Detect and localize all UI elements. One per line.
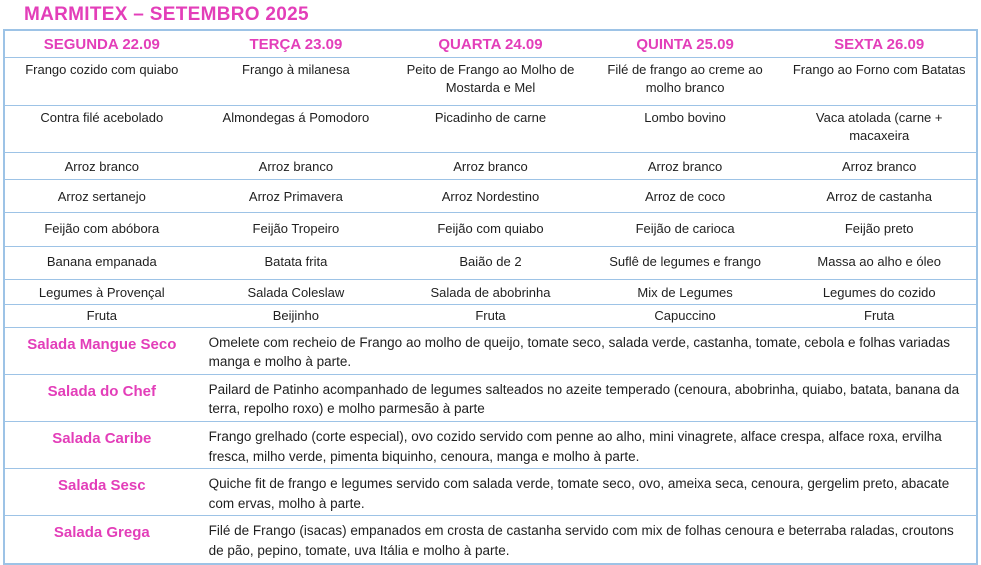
menu-cell: Frango à milanesa bbox=[199, 58, 394, 106]
menu-cell: Beijinho bbox=[199, 305, 394, 328]
menu-cell: Arroz sertanejo bbox=[4, 180, 199, 213]
menu-cell: Feijão com quiabo bbox=[393, 213, 588, 247]
menu-cell: Picadinho de carne bbox=[393, 106, 588, 153]
menu-cell: Frango cozido com quiabo bbox=[4, 58, 199, 106]
salad-description: Frango grelhado (corte especial), ovo cozido servido com penne ao alho, mini vinagrete, alface crespa, alface roxa, ervilha fresca, milho verde, pimenta biquinho, cenoura, manga e molho à parte. bbox=[199, 422, 977, 469]
menu-cell: Feijão preto bbox=[782, 213, 977, 247]
salad-description: Pailard de Patinho acompanhado de legumes salteados no azeite temperado (cenoura, abobrinha, quiabo, batata, banana da terra, repolho roxo) e molho parmesão à parte bbox=[199, 374, 977, 421]
menu-table bbox=[3, 29, 978, 565]
salad-description: Quiche fit de frango e legumes servido com salada verde, tomate seco, ovo, ameixa seca, cenoura, gergelim preto, abacate com ervas, molho à parte. bbox=[199, 469, 977, 516]
salad-row-do-chef bbox=[4, 374, 977, 421]
menu-cell: Arroz branco bbox=[199, 153, 394, 180]
menu-row-vegetables bbox=[4, 280, 977, 305]
salad-row-caribe bbox=[4, 422, 977, 469]
menu-cell: Mix de Legumes bbox=[588, 280, 783, 305]
salad-name: Salada do Chef bbox=[4, 374, 199, 421]
menu-cell: Batata frita bbox=[199, 247, 394, 280]
column-header-quinta: QUINTA 25.09 bbox=[588, 30, 783, 58]
menu-cell: Arroz branco bbox=[393, 153, 588, 180]
menu-cell: Frango ao Forno com Batatas bbox=[782, 58, 977, 106]
column-header-quarta: QUARTA 24.09 bbox=[393, 30, 588, 58]
menu-page bbox=[0, 4, 981, 565]
menu-row-side-dish bbox=[4, 247, 977, 280]
menu-row-special-rice bbox=[4, 180, 977, 213]
menu-cell: Banana empanada bbox=[4, 247, 199, 280]
column-header-segunda: SEGUNDA 22.09 bbox=[4, 30, 199, 58]
menu-cell: Arroz Primavera bbox=[199, 180, 394, 213]
menu-cell: Baião de 2 bbox=[393, 247, 588, 280]
salad-name: Salada Mangue Seco bbox=[4, 327, 199, 374]
menu-cell: Arroz de coco bbox=[588, 180, 783, 213]
menu-cell: Capuccino bbox=[588, 305, 783, 328]
salad-row-sesc bbox=[4, 469, 977, 516]
salad-name: Salada Sesc bbox=[4, 469, 199, 516]
menu-row-main-protein bbox=[4, 58, 977, 106]
menu-cell: Fruta bbox=[4, 305, 199, 328]
column-header-terca: TERÇA 23.09 bbox=[199, 30, 394, 58]
salad-name: Salada Caribe bbox=[4, 422, 199, 469]
menu-cell: Massa ao alho e óleo bbox=[782, 247, 977, 280]
header-row bbox=[4, 30, 977, 58]
menu-row-second-protein bbox=[4, 106, 977, 153]
menu-row-dessert bbox=[4, 305, 977, 328]
menu-cell: Fruta bbox=[782, 305, 977, 328]
menu-cell: Suflê de legumes e frango bbox=[588, 247, 783, 280]
menu-cell: Salada Coleslaw bbox=[199, 280, 394, 305]
menu-cell: Filé de frango ao creme ao molho branco bbox=[588, 58, 783, 106]
menu-cell: Arroz Nordestino bbox=[393, 180, 588, 213]
menu-cell: Arroz branco bbox=[782, 153, 977, 180]
menu-cell: Feijão com abóbora bbox=[4, 213, 199, 247]
menu-row-white-rice bbox=[4, 153, 977, 180]
menu-cell: Arroz branco bbox=[588, 153, 783, 180]
menu-cell: Fruta bbox=[393, 305, 588, 328]
salad-description: Omelete com recheio de Frango ao molho de queijo, tomate seco, salada verde, castanha, tomate, cebola e folhas variadas manga e molho à parte. bbox=[199, 327, 977, 374]
menu-cell: Lombo bovino bbox=[588, 106, 783, 153]
menu-row-beans bbox=[4, 213, 977, 247]
menu-cell: Feijão Tropeiro bbox=[199, 213, 394, 247]
menu-cell: Legumes à Provençal bbox=[4, 280, 199, 305]
menu-cell: Salada de abobrinha bbox=[393, 280, 588, 305]
menu-cell: Almondegas á Pomodoro bbox=[199, 106, 394, 153]
menu-cell: Vaca atolada (carne + macaxeira bbox=[782, 106, 977, 153]
salad-row-grega bbox=[4, 516, 977, 564]
menu-cell: Arroz branco bbox=[4, 153, 199, 180]
menu-cell: Legumes do cozido bbox=[782, 280, 977, 305]
salad-name: Salada Grega bbox=[4, 516, 199, 564]
column-header-sexta: SEXTA 26.09 bbox=[782, 30, 977, 58]
menu-cell: Feijão de carioca bbox=[588, 213, 783, 247]
page-title: MARMITEX – SETEMBRO 2025 bbox=[24, 4, 309, 25]
menu-cell: Peito de Frango ao Molho de Mostarda e Mel bbox=[393, 58, 588, 106]
salad-row-mangue-seco bbox=[4, 327, 977, 374]
menu-cell: Arroz de castanha bbox=[782, 180, 977, 213]
menu-cell: Contra filé acebolado bbox=[4, 106, 199, 153]
salad-description: Filé de Frango (isacas) empanados em crosta de castanha servido com mix de folhas cenoura e beterraba raladas, croutons de pão, pepino, tomate, uva Itália e molho à parte. bbox=[199, 516, 977, 564]
